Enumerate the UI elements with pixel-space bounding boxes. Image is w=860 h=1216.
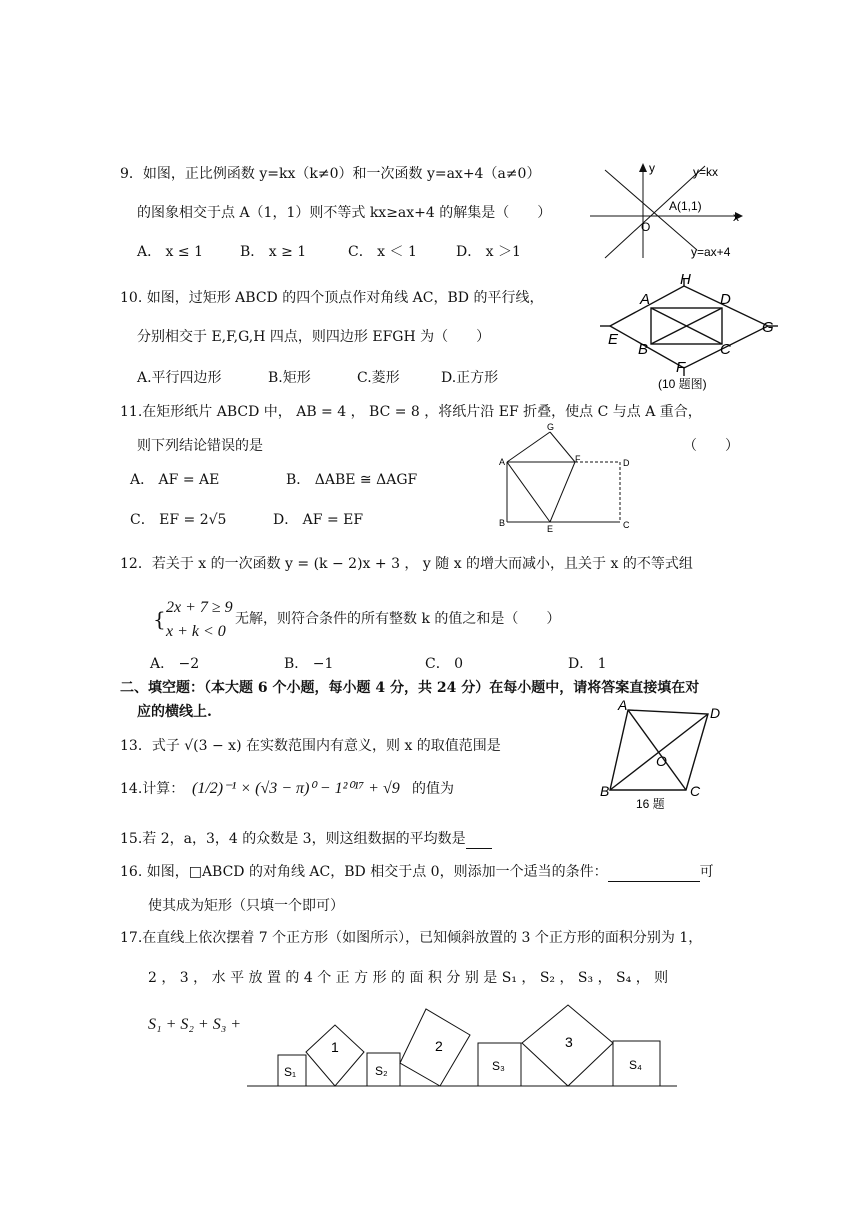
q16-line1: 16. 如图，□ABCD 的对角线 AC，BD 相交于点 0，则添加一个适当的条件： <box>120 864 608 880</box>
q10-fig-g: G <box>762 319 774 336</box>
q10-option-d: D.正方形 <box>441 370 499 386</box>
q10-figure <box>600 272 780 392</box>
q17-fig-t2: 2 <box>435 1038 443 1054</box>
q11-figure <box>495 422 635 532</box>
q10-fig-caption: (10 题图) <box>658 377 707 391</box>
q16-tail: 可 <box>699 864 714 880</box>
q14-expr: (1/2)⁻¹ × (√3 − π)⁰ − 1²⁰¹⁷ + √9 <box>192 780 400 797</box>
q17-line3: S₁ + S₂ + S₃ + <box>148 1016 242 1033</box>
q15-answer-blank[interactable] <box>466 831 492 849</box>
q9-fig-a: A(1,1) <box>669 199 702 213</box>
q10-fig-c: C <box>720 341 731 358</box>
q9-line2: 的图象相交于点 A（1，1）则不等式 kx≥ax+4 的解集是（ ） <box>137 205 552 221</box>
q16-fig-c: C <box>690 783 701 799</box>
q9-fig-l1: y=kx <box>693 165 719 179</box>
q9-fig-o: O <box>641 220 651 234</box>
q11-fig-b: B <box>499 518 506 528</box>
q16-fig-a: A <box>618 697 628 713</box>
q17-figure <box>245 1005 685 1090</box>
q11-fig-f: F <box>575 454 581 464</box>
q14-prefix: 14.计算： <box>120 781 185 797</box>
q10-fig-b: B <box>638 341 649 358</box>
q17-line2: 2 ， 3 ， 水 平 放 置 的 4 个 正 方 形 的 面 积 分 别 是 S₁ ， S₂ ， S₃ ， S₄ ， 则 <box>148 970 669 986</box>
q16-fig-d: D <box>710 705 721 721</box>
q16-fig-o: O <box>656 753 667 769</box>
section2-line2: 应的横线上. <box>137 704 212 720</box>
q9-figure <box>585 158 755 263</box>
q10-fig-d: D <box>720 291 731 308</box>
q10-fig-e: E <box>608 331 619 348</box>
q16-line1-wrap <box>120 864 714 882</box>
q12-sys2: x + k < 0 <box>166 623 226 640</box>
q17-line1: 17.在直线上依次摆着 7 个正方形（如图所示），已知倾斜放置的 3 个正方形的面积分别为 1， <box>120 930 703 946</box>
q9-fig-y: y <box>649 161 655 175</box>
q9-option-b: B． x ≥ 1 <box>240 244 307 260</box>
q12-option-a: A． −2 <box>150 656 200 672</box>
q14-suffix: 的值为 <box>412 781 454 797</box>
q11-option-c: C． EF = 2√5 <box>130 512 227 528</box>
q10-option-b: B.矩形 <box>268 370 311 386</box>
q11-line2: 则下列结论错误的是 <box>137 438 263 454</box>
q9-fig-l2: y=ax+4 <box>691 245 731 259</box>
q10-option-a: A.平行四边形 <box>137 370 222 386</box>
q9-option-d: D． x ＞1 <box>456 244 521 260</box>
q15-text <box>120 831 492 849</box>
q10-option-c: C.菱形 <box>357 370 400 386</box>
q15-label: 15.若 2，a，3，4 的众数是 3，则这组数据的平均数是 <box>120 831 466 847</box>
q12-option-b: B． −1 <box>284 656 334 672</box>
q17-fig-t1: 1 <box>331 1039 339 1055</box>
q13-text: 13．式子 √(3 − x) 在实数范围内有意义，则 x 的取值范围是 <box>120 738 501 754</box>
q12-option-c: C． 0 <box>425 656 464 672</box>
q11-option-a: A． AF = AE <box>130 472 220 488</box>
section2-line1: 二、填空题：（本大题 6 个小题，每小题 4 分，共 24 分）在每小题中，请将答案直接填在对 <box>120 680 700 696</box>
q10-fig-h: H <box>680 271 691 288</box>
q9-line1: 9．如图，正比例函数 y=kx（k≠0）和一次函数 y=ax+4（a≠0） <box>120 166 541 182</box>
q10-fig-a: A <box>640 291 651 308</box>
q9-option-a: A． x ≤ 1 <box>137 244 203 260</box>
q10-fig-f: F <box>676 359 686 376</box>
q16-answer-blank[interactable] <box>608 864 700 882</box>
q10-line1: 10. 如图，过矩形 ABCD 的四个顶点作对角线 AC，BD 的平行线， <box>120 290 544 306</box>
q11-fig-c: C <box>623 520 630 530</box>
q17-fig-t3: 3 <box>565 1034 573 1050</box>
q11-paren: （ ） <box>683 438 739 454</box>
q11-fig-e: E <box>547 524 554 534</box>
q11-option-b: B． ΔABE ≅ ΔAGF <box>286 472 418 488</box>
q16-line2: 使其成为矩形（只填一个即可） <box>148 898 344 914</box>
q12-sys1: 2x + 7 ≥ 9 <box>166 599 233 616</box>
q12-brace: { <box>153 607 166 631</box>
q11-line1: 11.在矩形纸片 ABCD 中， AB = 4 ， BC = 8 ，将纸片沿 EF 折叠，使点 C 与点 A 重合， <box>120 404 702 420</box>
q17-fig-s3: S₃ <box>492 1059 505 1073</box>
q16-figure <box>600 697 730 815</box>
q12-line1: 12．若关于 x 的一次函数 y = (k − 2)x + 3 ， y 随 x 的增大而减小，且关于 x 的不等式组 <box>120 556 693 572</box>
q16-fig-caption: 16 题 <box>636 797 665 811</box>
q16-fig-b: B <box>600 783 610 799</box>
q9-fig-x: x <box>733 210 739 224</box>
q11-fig-a: A <box>499 457 506 467</box>
q11-fig-g: G <box>547 422 555 432</box>
q11-fig-d: D <box>623 458 630 468</box>
q9-option-c: C． x ＜ 1 <box>348 244 417 260</box>
q10-line2: 分别相交于 E,F,G,H 四点，则四边形 EFGH 为（ ） <box>137 329 491 345</box>
q17-fig-s4: S₄ <box>629 1058 642 1072</box>
q17-fig-s1: S₁ <box>284 1065 297 1079</box>
q12-line2: 无解，则符合条件的所有整数 k 的值之和是（ ） <box>235 611 561 627</box>
q17-fig-s2: S₂ <box>375 1064 388 1078</box>
q11-option-d: D． AF = EF <box>273 512 364 528</box>
q12-option-d: D． 1 <box>568 656 607 672</box>
